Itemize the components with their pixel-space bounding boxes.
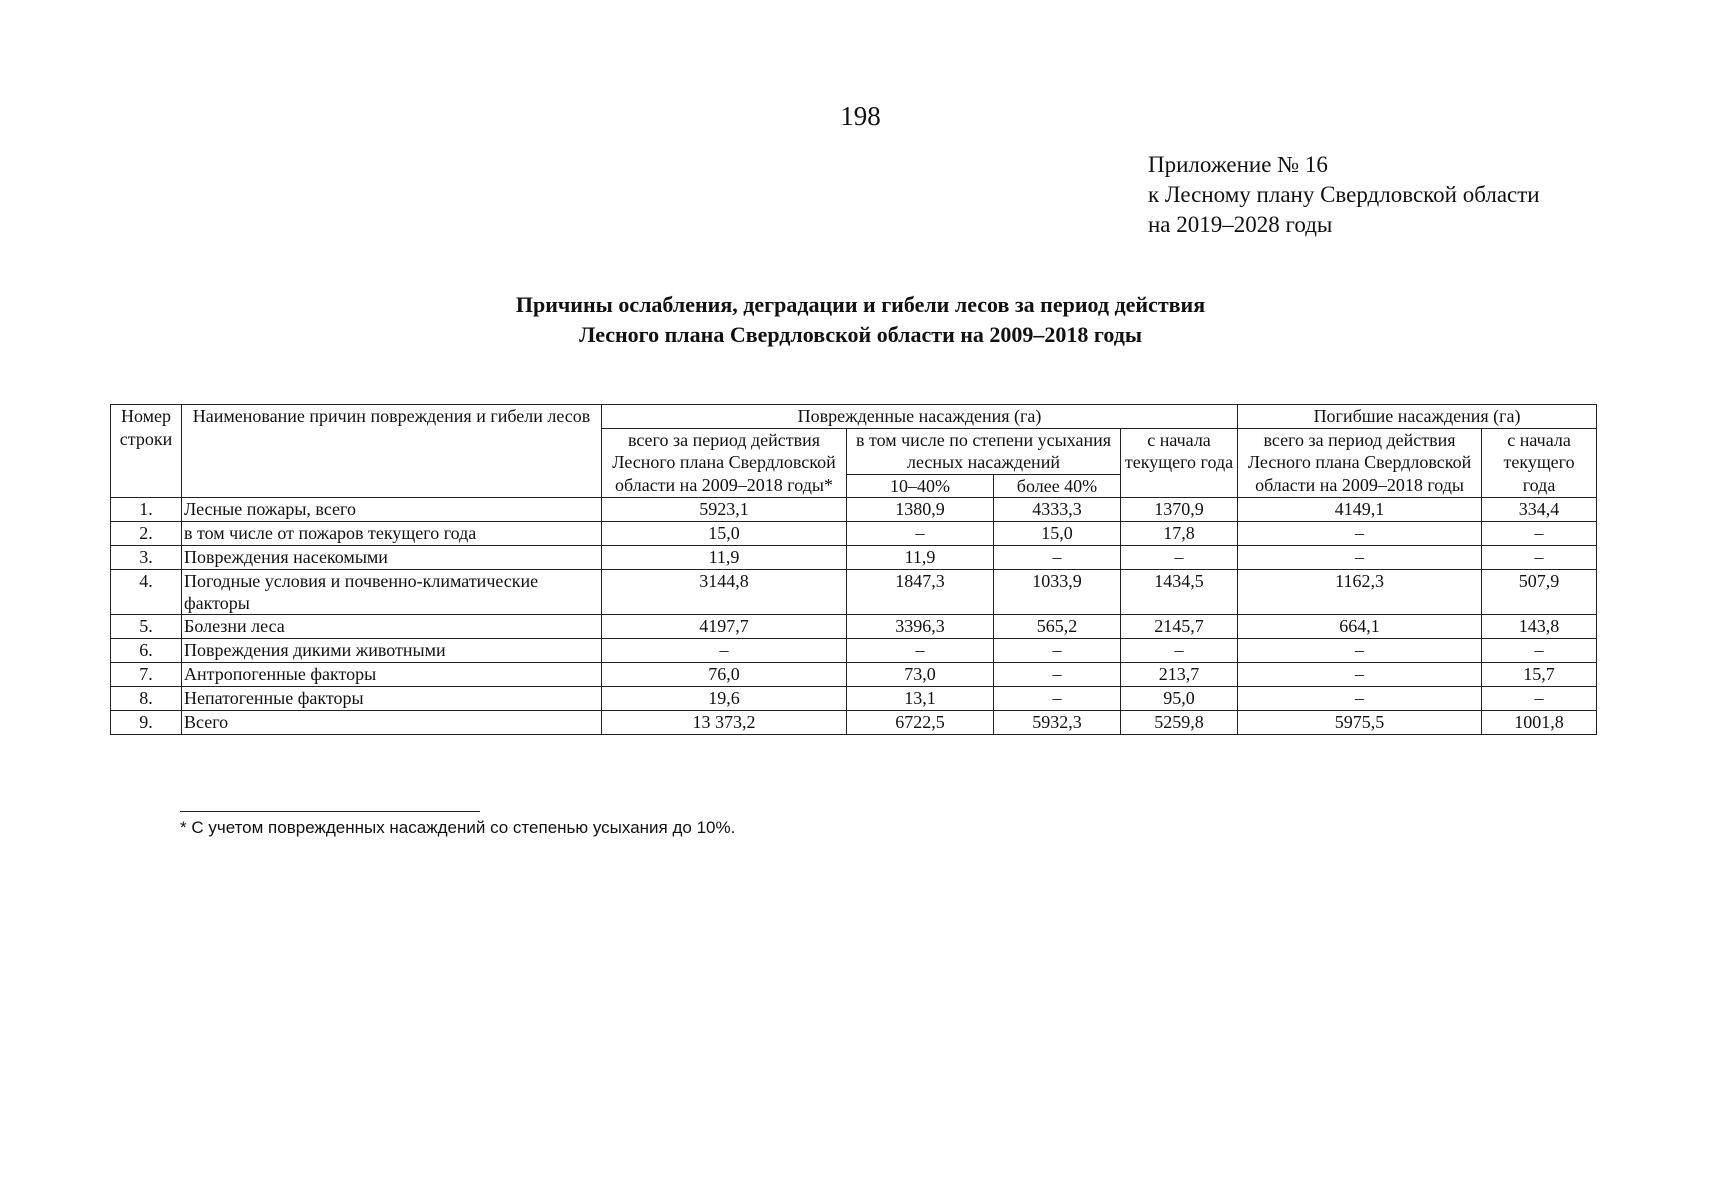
header-cause-name: Наименование причин повреждения и гибели лесов [182,405,602,498]
degree-over-40-cell: – [994,639,1121,663]
document-title [0,290,1721,350]
dead-current-year-cell: – [1482,522,1597,546]
degree-10-40-cell: 1380,9 [847,498,994,522]
damaged-current-year-cell: 17,8 [1121,522,1238,546]
forest-damage-table [110,404,1597,735]
table-row [111,546,1597,570]
row-number-cell: 7. [111,663,182,687]
row-number-cell: 4. [111,570,182,615]
cause-name-cell: Лесные пожары, всего [182,498,602,522]
damaged-total-cell: 11,9 [602,546,847,570]
table-row [111,570,1597,615]
degree-over-40-cell: 1033,9 [994,570,1121,615]
footnote: * С учетом поврежденных насаждений со степенью усыхания до 10%. [180,818,736,837]
cause-name-cell: Антропогенные факторы [182,663,602,687]
table-row [111,615,1597,639]
damaged-current-year-cell: 95,0 [1121,687,1238,711]
dead-total-cell: – [1238,663,1482,687]
damaged-current-year-cell: – [1121,546,1238,570]
cause-name-cell: в том числе от пожаров текущего года [182,522,602,546]
header-dead-plantings: Погибшие насаждения (га) [1238,405,1597,429]
table-row [111,639,1597,663]
dead-total-cell: 5975,5 [1238,711,1482,735]
header-damaged-total: всего за период действия Лесного плана Свердловской области на 2009–2018 годы* [602,428,847,498]
degree-10-40-cell: 73,0 [847,663,994,687]
degree-over-40-cell: – [994,546,1121,570]
degree-10-40-cell: 1847,3 [847,570,994,615]
degree-10-40-cell: – [847,639,994,663]
appendix-line: к Лесному плану Свердловской области [1148,182,1540,207]
damaged-total-cell: 4197,7 [602,615,847,639]
dead-current-year-cell: 334,4 [1482,498,1597,522]
damaged-current-year-cell: 1370,9 [1121,498,1238,522]
damaged-total-cell: 76,0 [602,663,847,687]
damaged-current-year-cell: – [1121,639,1238,663]
dead-total-cell: 1162,3 [1238,570,1482,615]
row-number-cell: 2. [111,522,182,546]
appendix-line: Приложение № 16 [1148,152,1328,177]
dead-current-year-cell: 507,9 [1482,570,1597,615]
dead-current-year-cell: 1001,8 [1482,711,1597,735]
header-degree-10-40: 10–40% [847,474,994,498]
degree-over-40-cell: 5932,3 [994,711,1121,735]
damaged-current-year-cell: 5259,8 [1121,711,1238,735]
header-damaged-plantings: Поврежденные насаждения (га) [602,405,1238,429]
degree-10-40-cell: 13,1 [847,687,994,711]
damaged-total-cell: – [602,639,847,663]
dead-current-year-cell: 143,8 [1482,615,1597,639]
appendix-line: на 2019–2028 годы [1148,212,1333,237]
damaged-total-cell: 5923,1 [602,498,847,522]
dead-current-year-cell: – [1482,687,1597,711]
degree-10-40-cell: – [847,522,994,546]
row-number-cell: 6. [111,639,182,663]
damaged-total-cell: 3144,8 [602,570,847,615]
header-degree-over-40: более 40% [994,474,1121,498]
dead-total-cell: 664,1 [1238,615,1482,639]
table-row [111,663,1597,687]
degree-over-40-cell: – [994,687,1121,711]
row-number-cell: 5. [111,615,182,639]
header-row-number: Номер строки [111,405,182,498]
table-row [111,687,1597,711]
cause-name-cell: Повреждения насекомыми [182,546,602,570]
cause-name-cell: Всего [182,711,602,735]
degree-over-40-cell: 15,0 [994,522,1121,546]
damaged-total-cell: 19,6 [602,687,847,711]
degree-over-40-cell: 4333,3 [994,498,1121,522]
damaged-current-year-cell: 2145,7 [1121,615,1238,639]
table-row [111,711,1597,735]
degree-10-40-cell: 11,9 [847,546,994,570]
damaged-total-cell: 15,0 [602,522,847,546]
page-number: 198 [840,101,881,131]
dead-current-year-cell: – [1482,546,1597,570]
row-number-cell: 3. [111,546,182,570]
degree-10-40-cell: 6722,5 [847,711,994,735]
degree-over-40-cell: 565,2 [994,615,1121,639]
cause-name-cell: Непатогенные факторы [182,687,602,711]
damaged-current-year-cell: 213,7 [1121,663,1238,687]
dead-current-year-cell: 15,7 [1482,663,1597,687]
cause-name-cell: Погодные условия и почвенно-климатические факторы [182,570,602,615]
row-number-cell: 1. [111,498,182,522]
dead-total-cell: – [1238,639,1482,663]
degree-10-40-cell: 3396,3 [847,615,994,639]
table-row [111,498,1597,522]
header-damaged-by-degree: в том числе по степени усыхания лесных насаждений [847,428,1121,474]
header-dead-current-year: с начала текущего года [1482,428,1597,498]
header-damaged-current-year: с начала текущего года [1121,428,1238,498]
row-number-cell: 9. [111,711,182,735]
header-dead-total: всего за период действия Лесного плана Свердловской области на 2009–2018 годы [1238,428,1482,498]
damaged-current-year-cell: 1434,5 [1121,570,1238,615]
degree-over-40-cell: – [994,663,1121,687]
table-row [111,522,1597,546]
dead-total-cell: 4149,1 [1238,498,1482,522]
title-line: Лесного плана Свердловской области на 2009–2018 годы [578,322,1143,347]
dead-total-cell: – [1238,522,1482,546]
footnote-divider [180,811,480,812]
appendix-note [1148,150,1668,240]
dead-current-year-cell: – [1482,639,1597,663]
cause-name-cell: Повреждения дикими животными [182,639,602,663]
dead-total-cell: – [1238,687,1482,711]
dead-total-cell: – [1238,546,1482,570]
title-line: Причины ослабления, деградации и гибели лесов за период действия [515,292,1206,317]
cause-name-cell: Болезни леса [182,615,602,639]
row-number-cell: 8. [111,687,182,711]
damaged-total-cell: 13 373,2 [602,711,847,735]
